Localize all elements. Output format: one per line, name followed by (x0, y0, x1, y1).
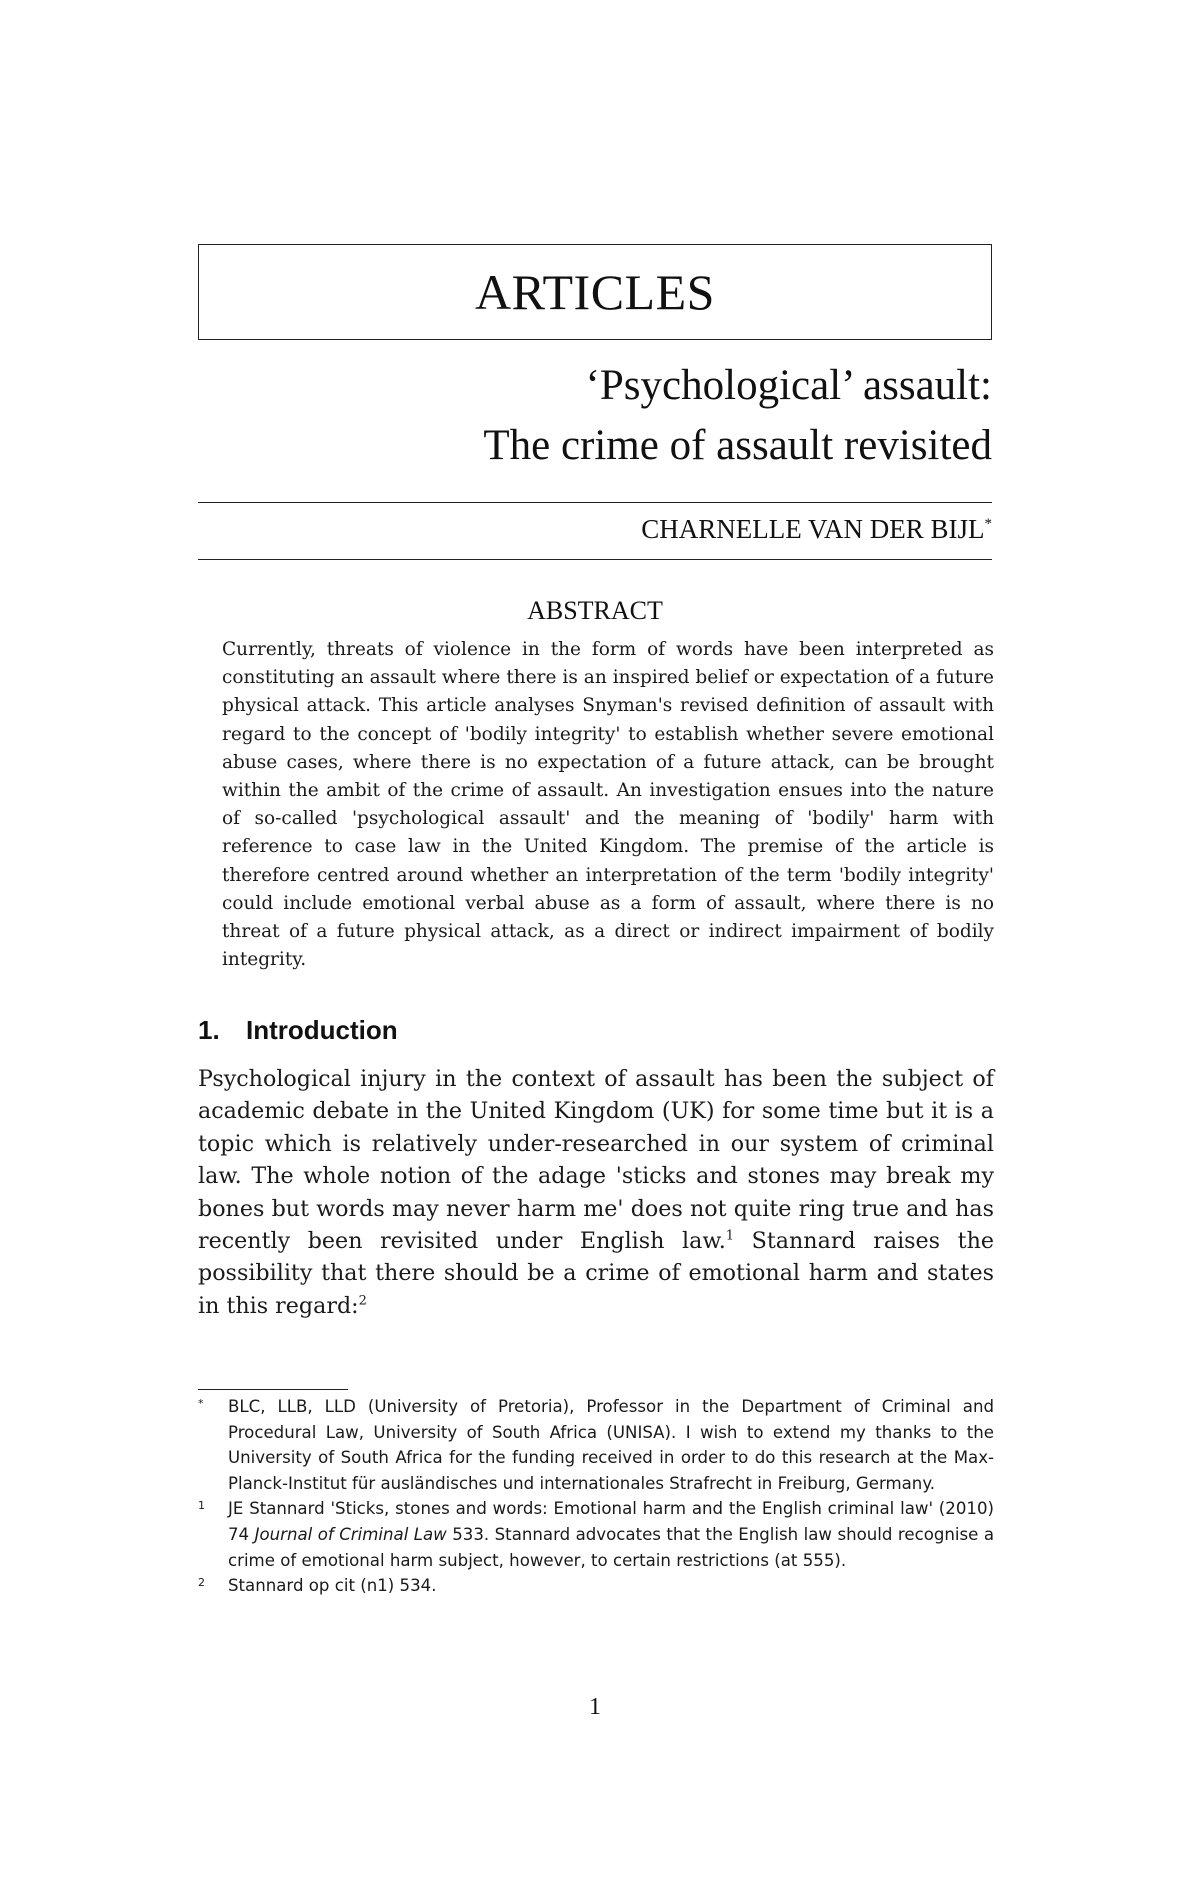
section-title: Introduction (246, 1015, 398, 1045)
author-line (641, 514, 992, 545)
journal-title: Journal of Criminal Law (254, 1524, 447, 1544)
article-title-line-1: ‘Psychological’ assault: (585, 362, 992, 409)
abstract-text: Currently, threats of violence in the form of words have been interpreted as constituting an assault where there is an inspired belief or expectation of a future physical attack. This article analyses Snyman's revised definition of assault with regard to the concept of 'bodily integrity' to establish whether severe emotional abuse cases, where there is no expectation of a future attack, can be brought within the ambit of the crime of assault. An investigation ensues into the nature of so-called 'psychological assault' and the meaning of 'bodily' harm with reference to case law in the United Kingdom. The premise of the article is therefore centred around whether an interpretation of the term 'bodily integrity' could include emotional verbal abuse as a form of assault, where there is no threat of a future physical attack, as a direct or indirect impairment of bodily integrity. (222, 639, 994, 971)
footnote-citation: JE Stannard 'Sticks, stones and words: Emotional harm and the English criminal law' (2010) 74 (228, 1499, 994, 1544)
introduction-heading (198, 1015, 398, 1046)
author-rule-top (198, 502, 992, 503)
footnotes (198, 1394, 994, 1599)
footnote-ref-1[interactable]: 1 (725, 1228, 735, 1244)
footnote-item (198, 1496, 994, 1573)
footnote-text (228, 1496, 994, 1573)
footnote-ref-2[interactable]: 2 (358, 1293, 367, 1309)
section-number: 1. (198, 1015, 220, 1045)
footnote-mark: 1 (198, 1499, 205, 1513)
intro-text-part-2: Stannard raises the possibility that there should be a crime of emotional harm and states in this regard: (198, 1228, 995, 1319)
author-rule-bottom (198, 559, 992, 560)
footnote-separator (198, 1389, 348, 1390)
footnote-citation-rest: 533. Stannard advocates that the English law should recognise a crime of emotional harm subject, however, to certain restrictions (at 555). (228, 1524, 995, 1570)
article-title-line-2: The crime of assault revisited (483, 422, 992, 469)
abstract-heading: ABSTRACT (527, 596, 663, 625)
footnote-mark: * (198, 1397, 204, 1410)
footnote-text: BLC, LLB, LLD (University of Pretoria), Professor in the Department of Criminal and Procedural Law, University of South Africa (UNISA). I wish to extend my thanks to the University of South Africa for the funding received in order to do this research at the Max-Planck-Institut für ausländisches und internationales Strafrecht in Freiburg, Germany. (228, 1397, 994, 1493)
introduction-paragraph (198, 1063, 994, 1322)
footnote-mark: 2 (198, 1576, 205, 1590)
intro-text-part-1: Psychological injury in the context of assault has been the subject of academic debate in the United Kingdom (UK) for some time but it is a topic which is relatively under-researched in our system of criminal law. The whole notion of the adage 'sticks and stones may break my bones but words may never harm me' does not quite ring true and has recently been revisited under English law. (198, 1066, 994, 1255)
footnote-item (198, 1394, 994, 1496)
page-number: 1 (589, 1694, 601, 1720)
author-name: CHARNELLE VAN DER BIJL (641, 514, 985, 544)
footnote-item (198, 1573, 994, 1599)
section-label: ARTICLES (475, 264, 715, 320)
author-footnote-marker: * (984, 516, 992, 532)
footnote-text: Stannard op cit (n1) 534. (228, 1576, 437, 1596)
section-label-box (198, 244, 992, 340)
article-title (192, 356, 992, 476)
